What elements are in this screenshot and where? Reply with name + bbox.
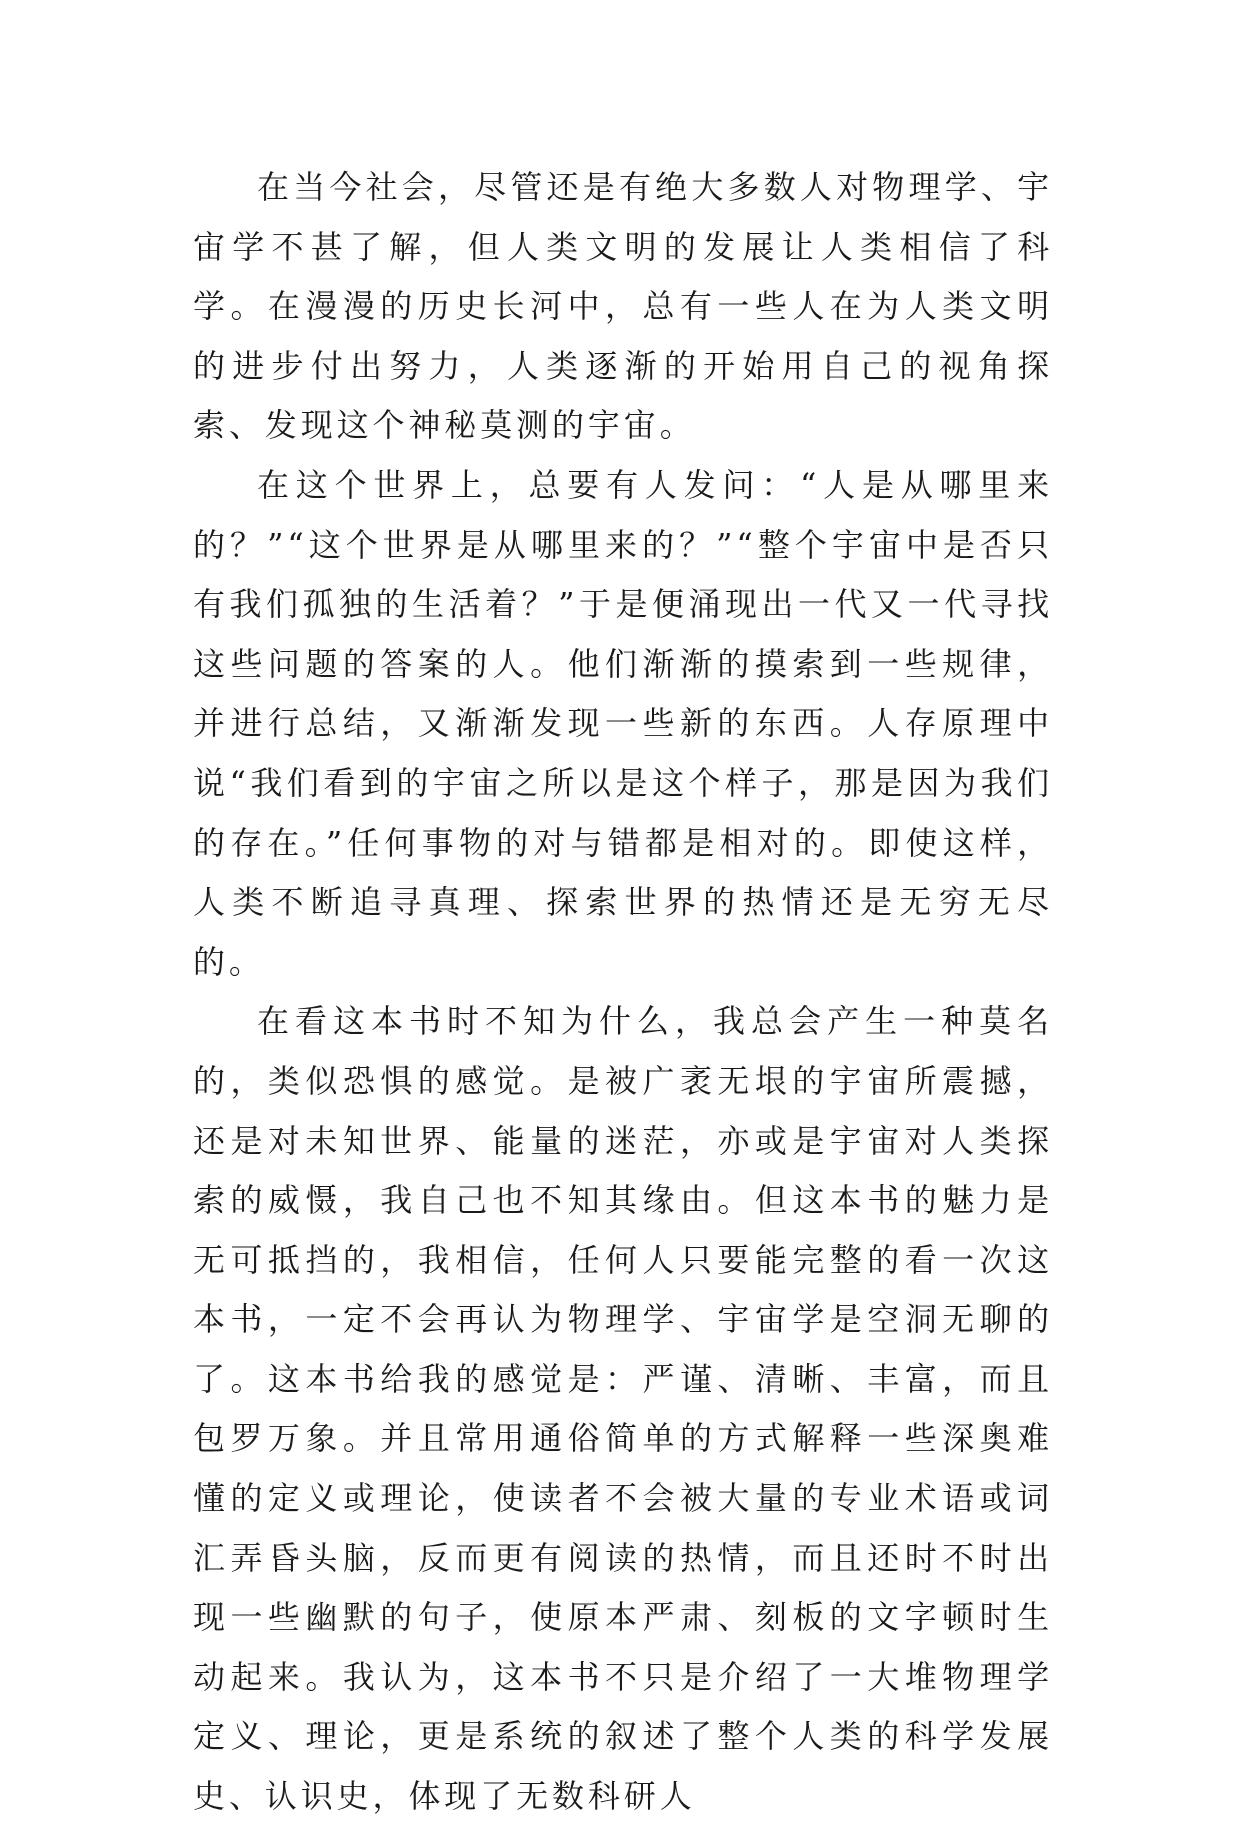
document-body — [193, 158, 1053, 1827]
paragraph-3: 在看这本书时不知为什么，我总会产生一种莫名的，类似恐惧的感觉。是被广袤无垠的宇宙所震撼，还是对未知世界、能量的迷茫，亦或是宇宙对人类探索的威慑，我自己也不知其缘由。但这本书的魅力是无可抵挡的，我相信，任何人只要能完整的看一次这本书，一定不会再认为物理学、宇宙学是空洞无聊的了。这本书给我的感觉是：严谨、清晰、丰富，而且包罗万象。并且常用通俗简单的方式解释一些深奥难懂的定义或理论，使读者不会被大量的专业术语或词汇弄昏头脑，反而更有阅读的热情，而且还时不时出现一些幽默的句子，使原本严肃、刻板的文字顿时生动起来。我认为，这本书不只是介绍了一大堆物理学定义、理论，更是系统的叙述了整个人类的科学发展史、认识史，体现了无数科研人 — [193, 1002, 1053, 1816]
paragraph-2: 在这个世界上，总要有人发问：“人是从哪里来的？”“这个世界是从哪里来的？”“整个宇宙中是否只有我们孤独的生活着？”于是便涌现出一代又一代寻找这些问题的答案的人。他们渐渐的摸索到一些规律，并进行总结，又渐渐发现一些新的东西。人存原理中说“我们看到的宇宙之所以是这个样子，那是因为我们的存在。”任何事物的对与错都是相对的。即使这样，人类不断追寻真理、探索世界的热情还是无穷无尽的。 — [193, 465, 1053, 981]
paragraph-1: 在当今社会，尽管还是有绝大多数人对物理学、宇宙学不甚了解，但人类文明的发展让人类相信了科学。在漫漫的历史长河中，总有一些人在为人类文明的进步付出努力，人类逐渐的开始用自己的视角探索、发现这个神秘莫测的宇宙。 — [193, 168, 1053, 445]
